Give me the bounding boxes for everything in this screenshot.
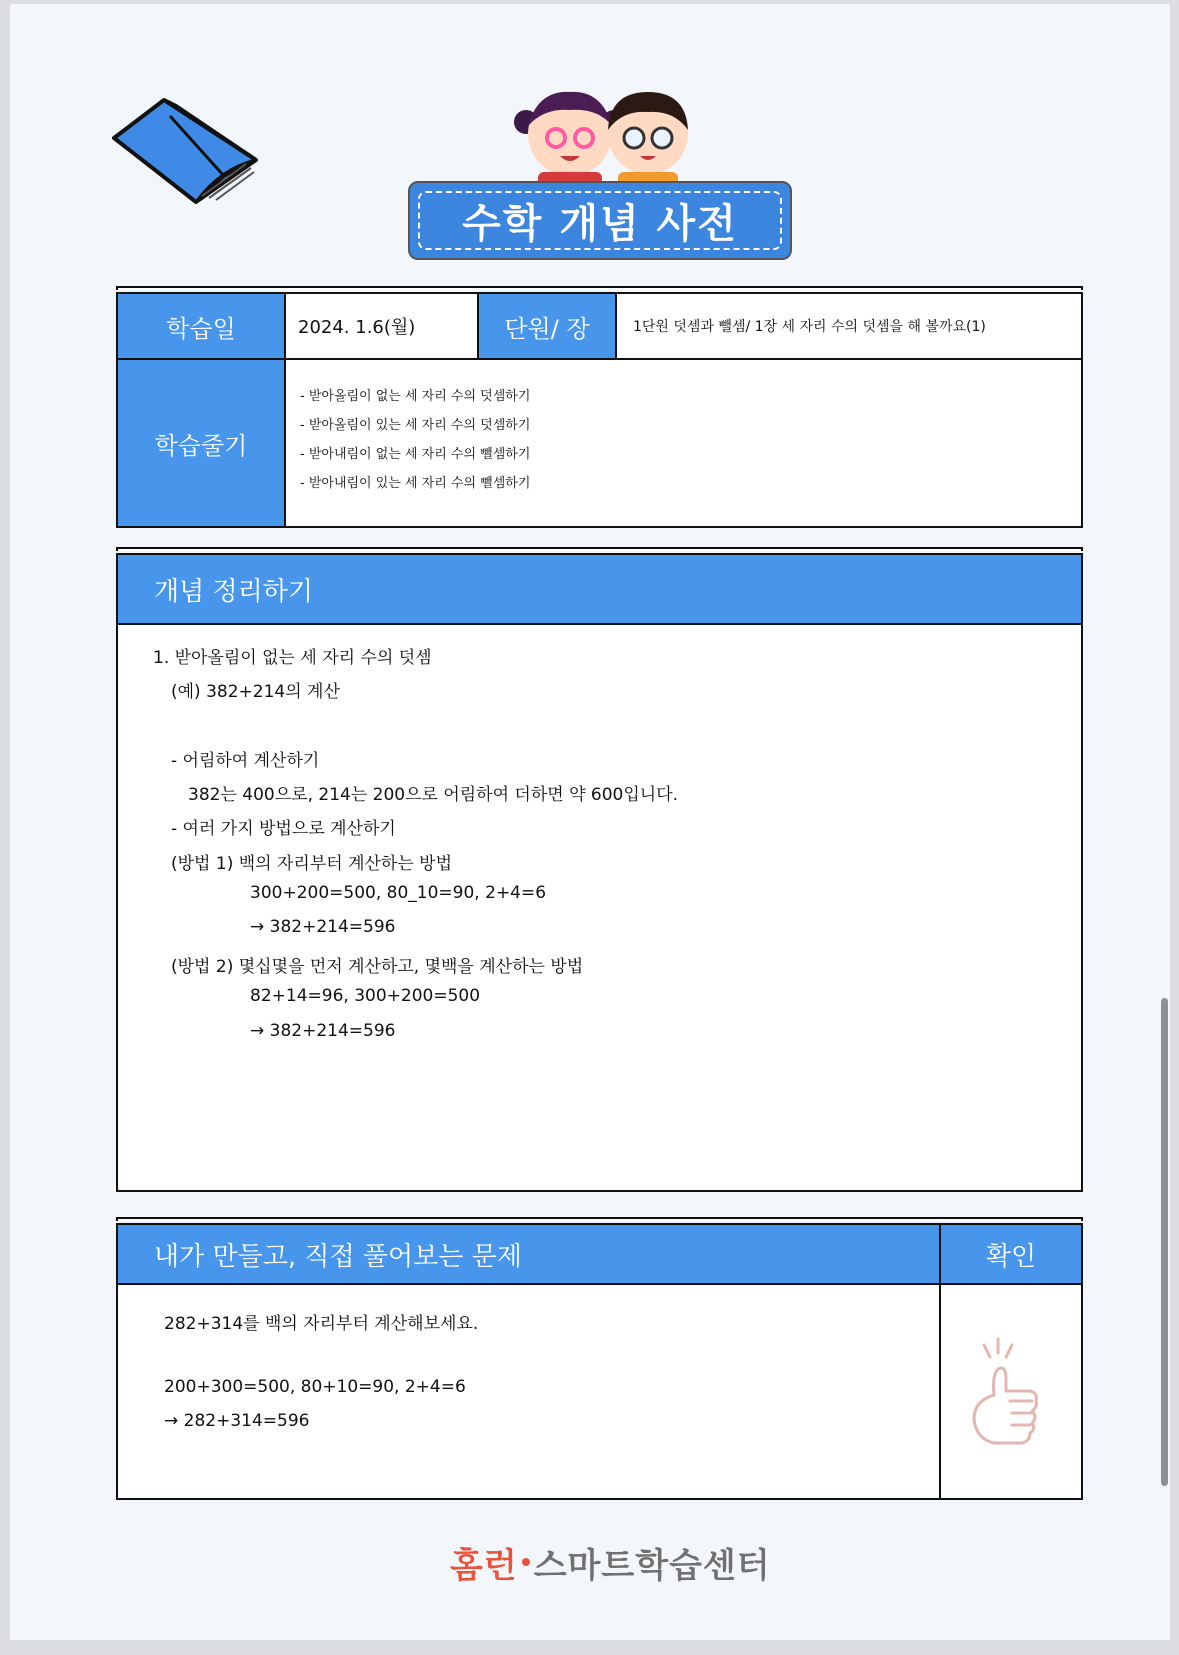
document-page <box>10 4 1170 1640</box>
problem-line: → 282+314=596 <box>164 1411 310 1431</box>
unit-value: 1단원 덧셈과 뺄셈/ 1장 세 자리 수의 덧셈을 해 볼까요(1) <box>633 319 986 335</box>
concept-line: → 382+214=596 <box>250 1021 396 1041</box>
problem-line: 282+314를 백의 자리부터 계산해보세요. <box>164 1314 479 1334</box>
info-row-date-unit <box>118 294 1081 360</box>
brand-logo <box>450 1540 771 1584</box>
concept-line: → 382+214=596 <box>250 917 396 937</box>
concept-line: (예) 382+214의 계산 <box>171 682 340 702</box>
problem-section <box>116 1223 1083 1500</box>
info-table <box>116 292 1083 528</box>
concept-line: 300+200=500, 80_10=90, 2+4=6 <box>250 883 547 903</box>
title-badge <box>408 181 792 260</box>
book-icon <box>106 96 261 206</box>
thumbs-up-icon <box>964 1335 1052 1455</box>
page-title: 수학 개념 사전 <box>462 201 738 247</box>
concept-line: - 여러 가지 방법으로 계산하기 <box>171 819 396 839</box>
date-value: 2024. 1.6(월) <box>286 294 479 358</box>
brand-dot-icon <box>522 1558 530 1566</box>
concept-section <box>116 553 1083 1192</box>
concept-line: 1. 받아올림이 없는 세 자리 수의 덧셈 <box>153 648 432 668</box>
goal-item: - 받아내림이 없는 세 자리 수의 뺄셈하기 <box>300 447 531 462</box>
check-column-divider <box>939 1285 941 1498</box>
concept-line: 382는 400으로, 214는 200으로 어림하여 더하면 약 600입니다. <box>188 785 679 805</box>
concept-line: (방법 2) 몇십몇을 먼저 계산하고, 몇백을 계산하는 방법 <box>171 957 584 977</box>
summary-label: 학습줄기 <box>118 360 286 526</box>
goal-item: - 받아올림이 없는 세 자리 수의 덧셈하기 <box>300 389 531 404</box>
info-row-summary <box>118 360 1081 526</box>
brand-sub: 스마트학습센터 <box>533 1545 771 1586</box>
check-label: 확인 <box>985 1241 1037 1272</box>
brand-main: 홈런 <box>450 1545 518 1586</box>
goal-item: - 받아올림이 있는 세 자리 수의 덧셈하기 <box>300 418 531 433</box>
goal-list <box>286 360 1081 526</box>
unit-label: 단원/ 장 <box>479 294 617 358</box>
goal-item: - 받아내림이 있는 세 자리 수의 뺄셈하기 <box>300 476 531 491</box>
problem-title: 내가 만들고, 직접 풀어보는 문제 <box>118 1225 941 1283</box>
scrollbar[interactable] <box>1161 998 1168 1486</box>
problem-line: 200+300=500, 80+10=90, 2+4=6 <box>164 1377 466 1397</box>
concept-header: 개념 정리하기 <box>118 555 1081 625</box>
problem-header <box>118 1225 1081 1285</box>
kids-illustration-icon <box>498 86 706 192</box>
concept-line: - 어림하여 계산하기 <box>171 751 320 771</box>
concept-line: (방법 1) 백의 자리부터 계산하는 방법 <box>171 854 453 874</box>
concept-line: 82+14=96, 300+200=500 <box>250 986 481 1006</box>
date-label: 학습일 <box>118 294 286 358</box>
title-dashed-frame <box>418 191 782 250</box>
